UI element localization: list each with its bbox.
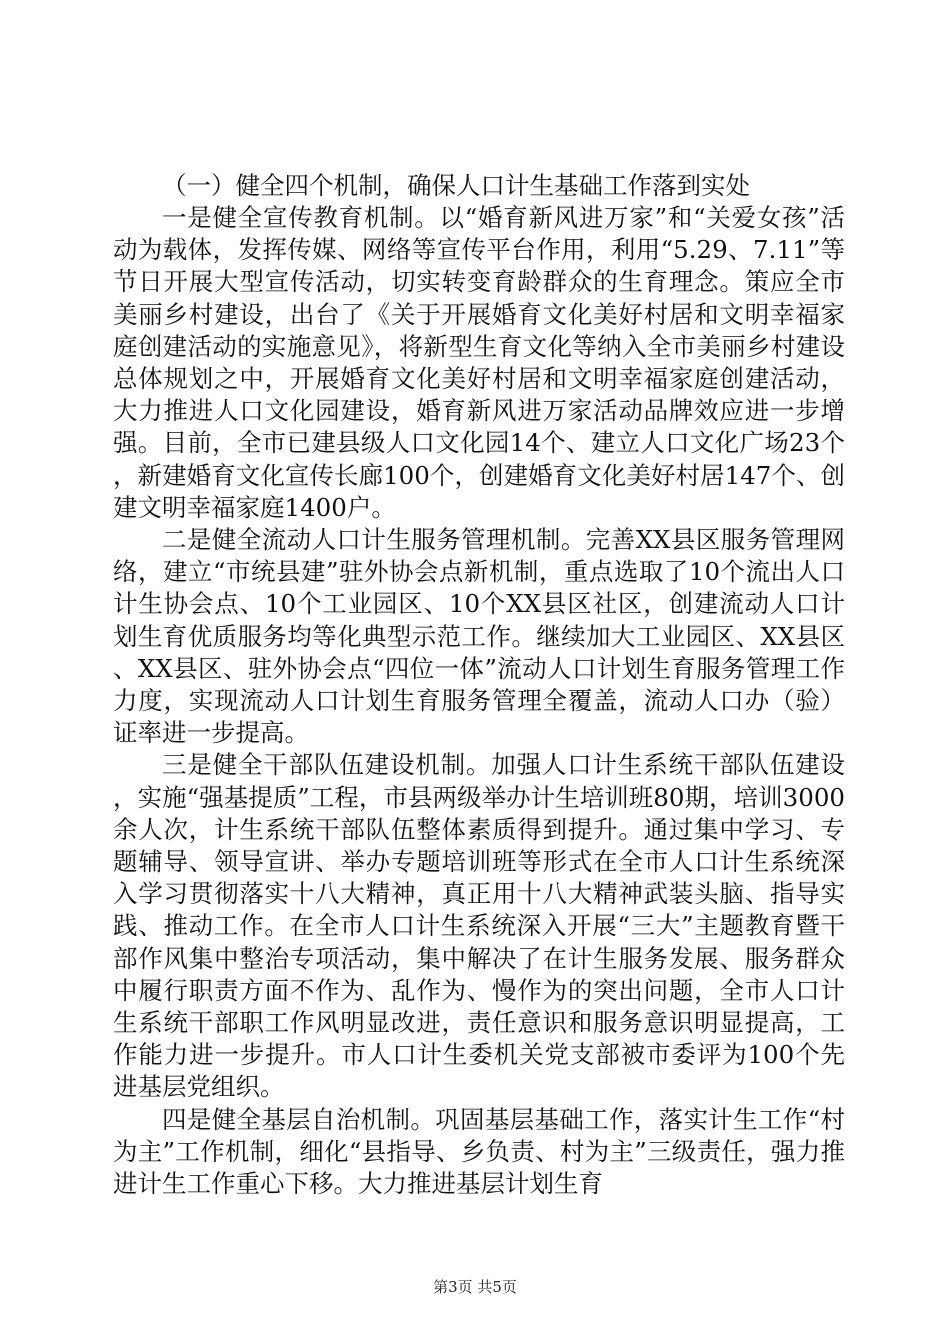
- document-body: [113, 170, 845, 1200]
- paragraph-publicity: 一是健全宣传教育机制。以“婚育新风进万家”和“关爱女孩”活动为载体，发挥传媒、网络等宣传平台作用，利用“5.29、7.11”等节日开展大型宣传活动，切实转变育龄群众的生育理念。策应全市美丽乡村建设，出台了《关于开展婚育文化美好村居和文明幸福家庭创建活动的实施意见》，将新型生育文化等纳入全市美丽乡村建设总体规划之中，开展婚育文化美好村居和文明幸福家庭创建活动，大力推进人口文化园建设，婚育新风进万家活动品牌效应进一步增强。目前，全市已建县级人口文化园14个、建立人口文化广场23个，新建婚育文化宣传长廊100个，创建婚育文化美好村居147个、创建文明幸福家庭1400户。: [113, 203, 845, 522]
- paragraph-floating-population: 二是健全流动人口计生服务管理机制。完善XX县区服务管理网络，建立“市统县建”驻外协会点新机制，重点选取了10个流出人口计生协会点、10个工业园区、10个XX县区社区，创建流动人口计划生育优质服务均等化典型示范工作。继续加大工业园区、XX县区、XX县区、驻外协会点“四位一体”流动人口计划生育服务管理工作力度，实现流动人口计划生育服务管理全覆盖，流动人口办（验）证率进一步提高。: [113, 525, 845, 748]
- paragraph-cadre-team: 三是健全干部队伍建设机制。加强人口计生系统干部队伍建设，实施“强基提质”工程，市县两级举办计生培训班80期，培训3000余人次，计生系统干部队伍整体素质得到提升。通过集中学习、专题辅导、领导宣讲、举办专题培训班等形式在全市人口计生系统深入学习贯彻落实十八大精神，真正用十八大精神武装头脑、指导实践、推动工作。在全市人口计生系统深入开展“三大”主题教育暨干部作风集中整治专项活动，集中解决了在计生服务发展、服务群众中履行职责方面不作为、乱作为、慢作为的突出问题，全市人口计生系统干部职工作风明显改进，责任意识和服务意识明显提高，工作能力进一步提升。市人口计生委机关党支部被市委评为100个先进基层党组织。: [113, 750, 845, 1102]
- page-number: 第3页 共5页: [433, 1278, 517, 1296]
- section-heading: （一）健全四个机制，确保人口计生基础工作落到实处: [162, 171, 750, 200]
- paragraph-grassroots: 四是健全基层自治机制。巩固基层基础工作，落实计生工作“村为主”工作机制，细化“县指导、乡负责、村为主”三级责任，强力推进计生工作重心下移。大力推进基层计划生育: [113, 1104, 845, 1199]
